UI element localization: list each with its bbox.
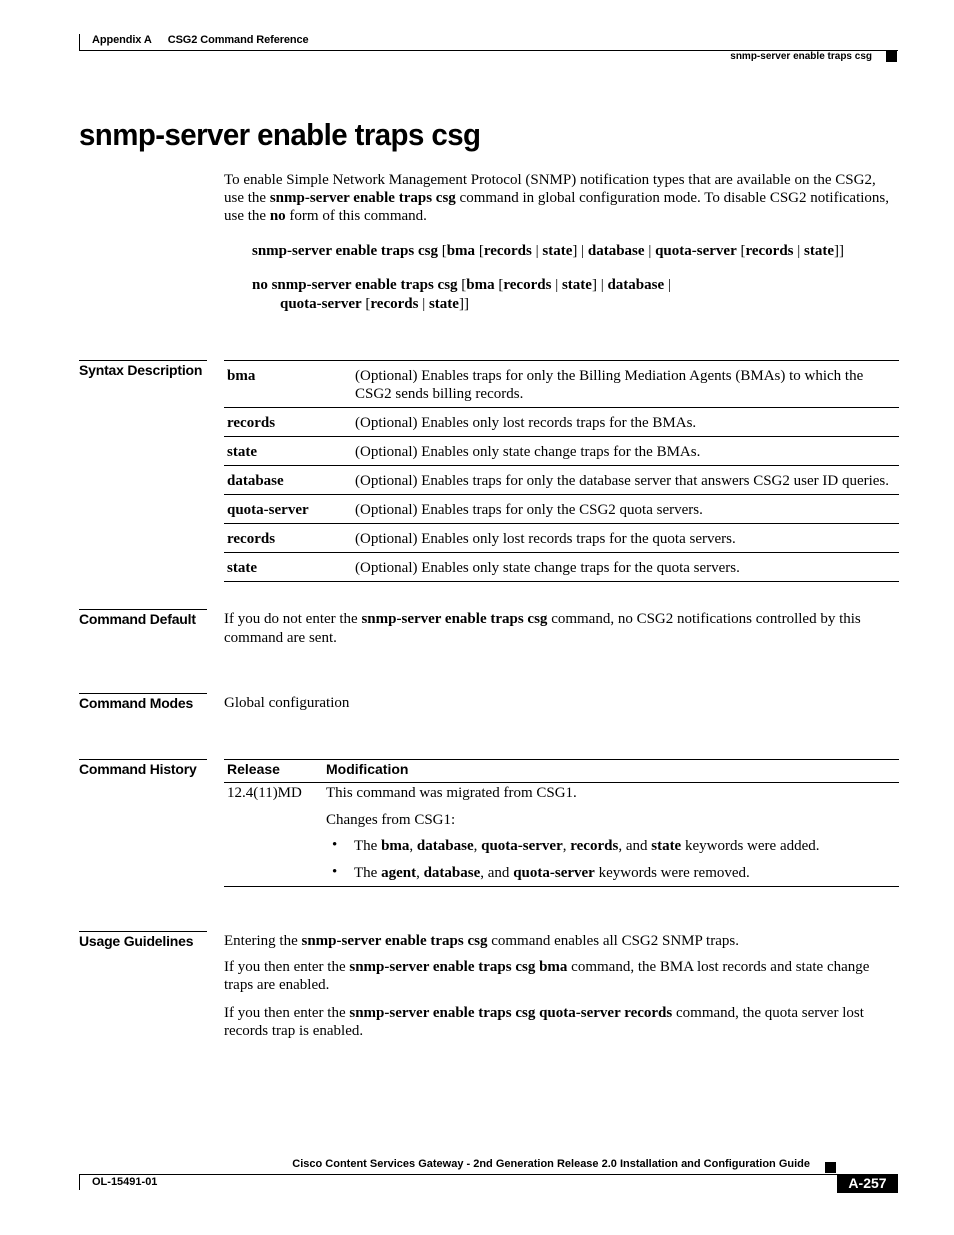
command-default-text: If you do not enter the snmp-server enable traps csg command, no CSG2 notifications controlled by this command are sent. — [224, 611, 861, 646]
syntax-keyword-description: (Optional) Enables traps for only the Billing Mediation Agents (BMAs) to which the CSG2 sends billing records. — [355, 368, 864, 402]
syntax-keyword: bma — [227, 368, 256, 384]
command-history-label: Command History — [79, 759, 207, 777]
page-title: snmp-server enable traps csg — [79, 117, 481, 152]
header-marker — [886, 51, 897, 62]
syntax-keyword-description: (Optional) Enables only state change traps for the quota servers. — [355, 560, 740, 576]
syntax-keyword: database — [227, 473, 284, 489]
usage-guidelines-label: Usage Guidelines — [79, 931, 207, 949]
syntax-line-1: snmp-server enable traps csg [bma [records | state] | database | quota-server [records | state]] — [252, 243, 845, 259]
usage-paragraph-1: Entering the snmp-server enable traps csg command enables all CSG2 SNMP traps. — [224, 933, 739, 949]
col-modification: Modification — [326, 761, 409, 777]
command-history-table — [224, 759, 899, 887]
command-history-header — [224, 760, 899, 783]
syntax-keyword: state — [227, 444, 257, 460]
syntax-keyword: records — [227, 531, 276, 547]
syntax-description-table — [224, 360, 899, 582]
command-modes-label: Command Modes — [79, 693, 207, 711]
header-breadcrumb — [92, 34, 309, 46]
syntax-keyword-description: (Optional) Enables only state change traps for the BMAs. — [355, 444, 701, 460]
footer-rule — [79, 1174, 898, 1175]
usage-paragraph-3: If you then enter the snmp-server enable traps csg quota-server records command, the quota server lost records trap is enabled. — [224, 1005, 864, 1039]
syntax-description-label: Syntax Description — [79, 360, 207, 378]
syntax-keyword-description: (Optional) Enables only lost records traps for the quota servers. — [355, 531, 736, 547]
syntax-keyword-description: (Optional) Enables only lost records traps for the BMAs. — [355, 415, 697, 431]
header-chapter: CSG2 Command Reference — [167, 34, 309, 46]
command-modes-text: Global configuration — [224, 695, 350, 711]
modification-2: Changes from CSG1: — [326, 812, 456, 828]
syntax-row — [224, 408, 899, 437]
col-release: Release — [227, 761, 280, 777]
syntax-keyword: records — [227, 415, 276, 431]
modification-1: This command was migrated from CSG1. — [326, 785, 577, 801]
syntax-row — [224, 361, 899, 408]
syntax-keyword: quota-server — [227, 502, 309, 518]
syntax-row — [224, 524, 899, 553]
syntax-keyword-description: (Optional) Enables traps for only the database server that answers CSG2 user ID queries. — [355, 473, 890, 489]
syntax-row — [224, 437, 899, 466]
syntax-keyword-description: (Optional) Enables traps for only the CSG2 quota servers. — [355, 502, 703, 518]
intro-paragraph: To enable Simple Network Management Protocol (SNMP) notification types that are available on the CSG2, use the snmp-server enable traps csg command in global configuration mode. To disable CSG2 notifications, use the no form of this command. — [224, 172, 889, 224]
header-rule-vertical — [79, 34, 80, 50]
release-value: 12.4(11)MD — [227, 785, 302, 801]
syntax-row — [224, 553, 899, 582]
footer-page-number: A-257 — [837, 1174, 898, 1193]
syntax-row — [224, 495, 899, 524]
footer-rule-vertical — [79, 1174, 80, 1190]
syntax-line-3: quota-server [records | state]] — [280, 296, 469, 312]
header-section: snmp-server enable traps csg — [730, 51, 872, 62]
bullet-2-marker: • — [332, 864, 338, 880]
bullet-2-text: The agent, database, and quota-server keywords were removed. — [354, 865, 750, 881]
bullet-1-text: The bma, database, quota-server, records, and state keywords were added. — [354, 838, 820, 854]
syntax-row — [224, 466, 899, 495]
command-default-label: Command Default — [79, 609, 207, 627]
usage-paragraph-2: If you then enter the snmp-server enable traps csg bma command, the BMA lost records and state change traps are enabled. — [224, 959, 870, 993]
footer-doc-number: OL-15491-01 — [92, 1176, 158, 1188]
footer-guide-title: Cisco Content Services Gateway - 2nd Generation Release 2.0 Installation and Configuration Guide — [292, 1158, 810, 1170]
footer-marker — [825, 1162, 836, 1173]
syntax-line-2: no snmp-server enable traps csg [bma [records | state] | database | — [252, 277, 671, 293]
bullet-1-marker: • — [332, 837, 338, 853]
syntax-keyword: state — [227, 560, 257, 576]
header-appendix: Appendix A — [92, 34, 152, 46]
